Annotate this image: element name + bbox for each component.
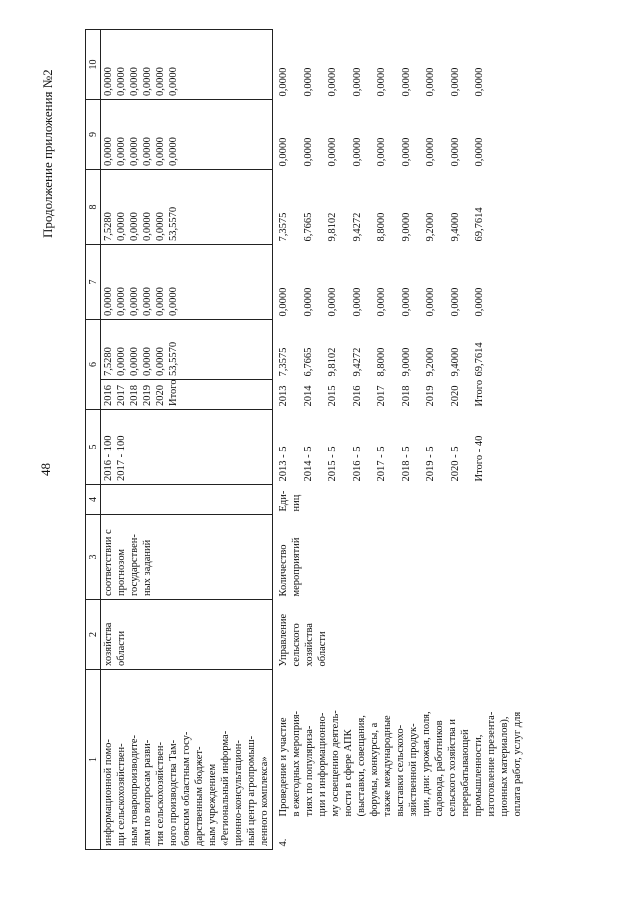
amount: 69,7614: [474, 207, 485, 242]
row4-col8: [273, 170, 526, 245]
row4-years: [273, 380, 526, 410]
year-label: 2013: [278, 385, 289, 407]
row4-col10: [273, 30, 526, 100]
target-value: 2016 - 5: [351, 446, 363, 482]
amount: 0,0000: [155, 137, 166, 166]
target-value: 2017 - 100: [116, 435, 127, 481]
year-label: 2020: [155, 385, 166, 406]
amount: 0,0000: [155, 287, 166, 316]
row3-description: информационной помо- щи сельскохозяйствен- ным товаропроизводите- лям по вопросам разви- тия сельскохозяйствен- ного производства Там- бовским областным госу- дарственным бюджет- ным учреждением «Региональный информа- ционно-консультацион- ный центр агропромыш- ленного комплекса»: [101, 670, 273, 850]
target-value: 2014 - 5: [302, 446, 314, 482]
row4-unit: Еди- ниц: [278, 490, 302, 512]
amount: 0,0000: [327, 67, 338, 97]
amount: 8,8000: [376, 347, 387, 377]
year-label: Итого: [168, 379, 179, 406]
appendix-title: Продолжение приложения №2: [40, 69, 55, 238]
amount: 0,0000: [142, 212, 153, 241]
amount: 9,4000: [449, 212, 461, 242]
year-label: 2019: [425, 385, 436, 407]
amount: 0,0000: [142, 347, 153, 376]
amount: 7,5280: [103, 212, 114, 241]
row3-col9: [101, 100, 273, 170]
year-label: 2017: [116, 385, 127, 406]
row4-total: [273, 320, 526, 380]
header-col-4: 4: [86, 485, 101, 515]
header-col-10: 10: [86, 30, 101, 100]
header-col-7: 7: [86, 245, 101, 320]
amount: 9,0000: [400, 212, 412, 242]
header-col-2: 2: [86, 600, 101, 670]
target-value: 2020 - 5: [449, 446, 461, 482]
row4-description: Проведение и участие в ежегодных мероприя- тиях по популяриза- ции и информационно- му освещению деятель- ности в сфере АПК (выставки, совещания, форумы, конкурсы, а также международные выставки сельскохо- зяйственной продук- ции, дни: урожая, поля, садовода, работников сельского хозяйства и перерабатывающей промышленности, изготовление презента- ционных материалов), оплата работ, услуг для: [278, 710, 523, 817]
row3-unit: [101, 485, 273, 515]
header-row: [86, 30, 101, 850]
amount: 0,0000: [278, 137, 289, 167]
amount: 0,0000: [400, 137, 412, 167]
amount: 0,0000: [449, 137, 461, 167]
amount: 0,0000: [129, 347, 140, 376]
program-table-frame: [85, 30, 535, 850]
program-table: [85, 29, 525, 850]
amount: 9,4272: [351, 212, 363, 242]
row3-col8: [101, 170, 273, 245]
year-label: 2016: [351, 385, 363, 407]
target-value: 2013 - 5: [278, 446, 289, 482]
header-col-3: 3: [86, 515, 101, 600]
row3-indicator: соответствии с прогнозом государствен- ных заданий: [101, 515, 273, 600]
amount: 0,0000: [449, 67, 461, 97]
amount: 0,0000: [155, 347, 166, 376]
amount: 9,0000: [400, 347, 412, 377]
header-col-1: 1: [86, 670, 101, 850]
amount: 0,0000: [351, 67, 363, 97]
row3-years: [101, 380, 273, 410]
year-label: 2015: [327, 385, 338, 407]
row3-executor: хозяйства области: [101, 600, 273, 670]
amount: 0,0000: [142, 67, 153, 96]
amount: 0,0000: [116, 67, 127, 96]
page-number: 48: [38, 463, 53, 476]
amount: 0,0000: [474, 137, 485, 167]
header-col-6: 6: [86, 320, 101, 410]
table-row: [101, 30, 273, 850]
row4-indicator: Количество мероприятий: [278, 537, 302, 597]
amount: 0,0000: [425, 67, 436, 97]
year-label: 2014: [302, 385, 314, 407]
row4-executor: Управление сельского хозяйства области: [278, 613, 328, 667]
amount: 0,0000: [116, 137, 127, 166]
amount: 0,0000: [302, 67, 314, 97]
amount: 0,0000: [155, 212, 166, 241]
amount: 0,0000: [425, 287, 436, 317]
amount: 0,0000: [474, 67, 485, 97]
amount: 9,8102: [327, 347, 338, 377]
amount: 0,0000: [168, 67, 179, 96]
amount: 0,0000: [116, 347, 127, 376]
amount: 0,0000: [351, 287, 363, 317]
amount: 0,0000: [168, 137, 179, 166]
amount: 0,0000: [449, 287, 461, 317]
amount: 0,0000: [103, 67, 114, 96]
amount: 0,0000: [278, 67, 289, 97]
amount: 0,0000: [142, 287, 153, 316]
amount: 0,0000: [129, 67, 140, 96]
amount: 0,0000: [327, 137, 338, 167]
amount: 0,0000: [474, 287, 485, 317]
amount: 7,5280: [103, 347, 114, 376]
amount: 0,0000: [129, 137, 140, 166]
amount: 0,0000: [400, 67, 412, 97]
row4-col7: [273, 245, 526, 320]
amount: 7,3575: [278, 347, 289, 377]
header-col-8: 8: [86, 170, 101, 245]
amount: 0,0000: [129, 212, 140, 241]
amount: 0,0000: [155, 67, 166, 96]
target-value: 2018 - 5: [400, 446, 412, 482]
amount: 6,7665: [302, 347, 314, 377]
amount: 0,0000: [400, 287, 412, 317]
header-col-5: 5: [86, 410, 101, 485]
amount: 69,7614: [474, 342, 485, 377]
year-label: 2016: [103, 385, 114, 406]
target-value: Итого - 40: [474, 435, 485, 482]
target-value: 2017 - 5: [376, 446, 387, 482]
amount: 0,0000: [302, 137, 314, 167]
year-label: 2018: [129, 385, 140, 406]
table-row: [273, 30, 526, 850]
header-col-9: 9: [86, 100, 101, 170]
amount: 6,7665: [302, 212, 314, 242]
year-label: 2019: [142, 385, 153, 406]
year-label: 2020: [449, 385, 461, 407]
year-label: Итого: [474, 379, 485, 407]
amount: 9,8102: [327, 212, 338, 242]
row3-targets: [101, 410, 273, 485]
amount: 0,0000: [116, 287, 127, 316]
row3-col7: [101, 245, 273, 320]
amount: 0,0000: [302, 287, 314, 317]
year-label: 2018: [400, 385, 412, 407]
target-value: 2019 - 5: [425, 446, 436, 482]
amount: 53,5570: [168, 206, 179, 241]
amount: 53,5570: [168, 341, 179, 376]
amount: 9,2000: [425, 347, 436, 377]
amount: 0,0000: [103, 137, 114, 166]
target-value: 2015 - 5: [327, 446, 338, 482]
row4-col9: [273, 100, 526, 170]
amount: 0,0000: [116, 212, 127, 241]
row4-number: 4.: [278, 838, 289, 847]
row3-total: [101, 320, 273, 380]
row3-col10: [101, 30, 273, 100]
year-label: 2017: [376, 385, 387, 407]
amount: 0,0000: [129, 287, 140, 316]
amount: 0,0000: [103, 287, 114, 316]
amount: 0,0000: [351, 137, 363, 167]
amount: 9,4000: [449, 347, 461, 377]
amount: 0,0000: [425, 137, 436, 167]
row4-targets: [273, 410, 526, 485]
target-value: 2016 - 100: [103, 435, 114, 481]
amount: 0,0000: [376, 287, 387, 317]
amount: 8,8000: [376, 212, 387, 242]
amount: 0,0000: [142, 137, 153, 166]
amount: 0,0000: [168, 287, 179, 316]
amount: 9,2000: [425, 212, 436, 242]
amount: 0,0000: [376, 137, 387, 167]
amount: 0,0000: [327, 287, 338, 317]
amount: 0,0000: [376, 67, 387, 97]
amount: 7,3575: [278, 212, 289, 242]
amount: 9,4272: [351, 347, 363, 377]
amount: 0,0000: [278, 287, 289, 317]
